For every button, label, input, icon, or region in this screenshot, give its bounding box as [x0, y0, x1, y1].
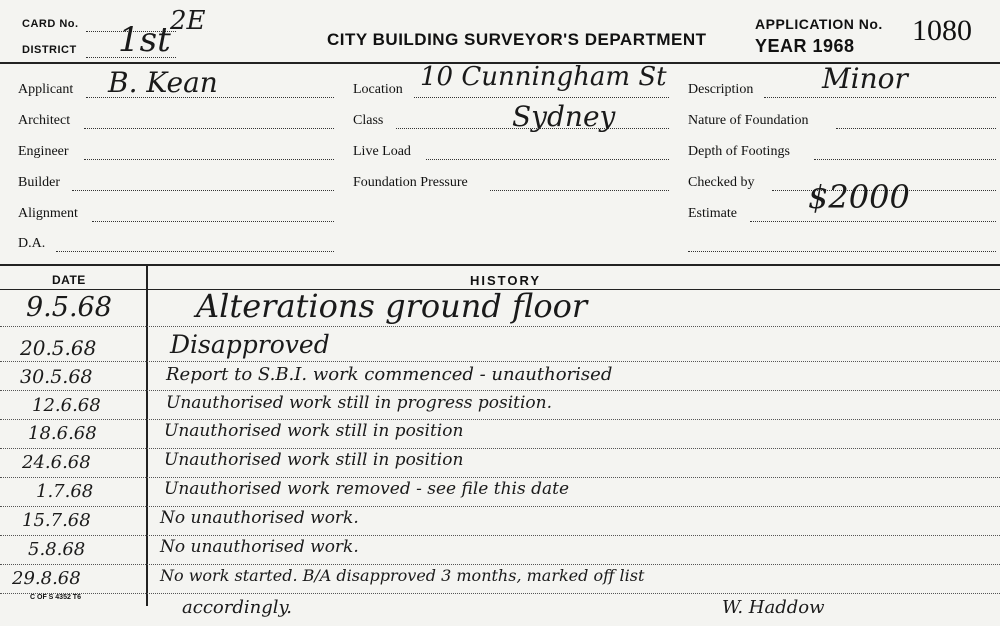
location-line — [414, 97, 669, 98]
alignment-line — [92, 221, 334, 222]
row-line — [0, 326, 1000, 327]
applicant-label: Applicant — [18, 82, 74, 97]
history-entry: Unauthorised work still in progress position. — [166, 393, 552, 413]
application-label: APPLICATION No. — [755, 16, 883, 32]
history-entry: Unauthorised work removed - see file this date — [164, 479, 570, 499]
class-line — [396, 128, 669, 129]
estimate-line — [750, 221, 996, 222]
engineer-label: Engineer — [18, 144, 69, 159]
architect-label: Architect — [18, 113, 71, 128]
history-top-rule — [0, 264, 1000, 266]
row-line — [0, 448, 1000, 449]
depth-of-footings-label: Depth of Footings — [688, 144, 790, 159]
estimate-label: Estimate — [688, 206, 737, 221]
class-label: Class — [353, 113, 384, 128]
history-date: 1.7.68 — [36, 481, 94, 502]
history-date: 29.8.68 — [12, 568, 81, 589]
history-entry: No unauthorised work. — [160, 508, 359, 528]
history-entry: Report to S.B.I. work commenced - unauthorised — [166, 364, 613, 385]
history-entry: No work started. B/A disapproved 3 months, marked off list — [160, 566, 645, 585]
foundation-pressure-label: Foundation Pressure — [353, 175, 468, 190]
date-header: DATE — [52, 273, 86, 287]
row-line — [0, 593, 1000, 594]
estimate-value: $2000 — [808, 178, 910, 216]
nature-of-foundation-label: Nature of Foundation — [688, 113, 809, 128]
alignment-label: Alignment — [18, 206, 78, 221]
location-value-1: 10 Cunningham St — [420, 62, 667, 92]
year-label: YEAR 1968 — [755, 36, 855, 56]
history-header: HISTORY — [470, 273, 542, 288]
description-line — [764, 97, 996, 98]
card-no-value: 2E — [170, 6, 206, 36]
history-date: 9.5.68 — [26, 292, 112, 323]
engineer-line — [84, 159, 334, 160]
foundation-pressure-line — [490, 190, 669, 191]
history-entry: Disapproved — [170, 330, 330, 359]
live-load-line — [426, 159, 669, 160]
blank-line — [688, 251, 996, 252]
history-entry: Alterations ground floor — [196, 287, 588, 325]
description-value: Minor — [822, 62, 908, 95]
history-entry: No unauthorised work. — [160, 537, 359, 557]
location-value-2: Sydney — [512, 100, 616, 133]
district-label: DISTRICT — [22, 44, 77, 56]
row-line — [0, 390, 1000, 391]
checked-by-label: Checked by — [688, 175, 755, 190]
history-date: 20.5.68 — [20, 336, 97, 360]
row-line — [0, 477, 1000, 478]
form-code: C OF S 4352 T6 — [30, 594, 81, 601]
depth-of-footings-line — [814, 159, 996, 160]
live-load-label: Live Load — [353, 144, 411, 159]
row-line — [0, 361, 1000, 362]
history-entry: Unauthorised work still in position — [164, 421, 464, 441]
application-number: 1080 — [912, 14, 972, 47]
builder-line — [72, 190, 334, 191]
history-date: 30.5.68 — [20, 366, 93, 388]
history-date: 24.6.68 — [22, 452, 91, 473]
date-column-divider — [146, 266, 148, 606]
history-date: 18.6.68 — [28, 423, 97, 444]
card-no-label: CARD No. — [22, 18, 79, 30]
history-entry: Unauthorised work still in position — [164, 450, 464, 470]
da-line — [56, 251, 334, 252]
row-line — [0, 419, 1000, 420]
history-continuation: accordingly. — [182, 597, 292, 618]
location-label: Location — [353, 82, 403, 97]
district-value: 1st — [118, 20, 171, 60]
row-line — [0, 535, 1000, 536]
nature-of-foundation-line — [836, 128, 996, 129]
architect-line — [84, 128, 334, 129]
history-date: 5.8.68 — [28, 539, 86, 560]
history-date: 12.6.68 — [32, 395, 101, 416]
department-title: CITY BUILDING SURVEYOR'S DEPARTMENT — [327, 30, 707, 49]
signature: W. Haddow — [722, 597, 825, 618]
da-label: D.A. — [18, 236, 46, 251]
row-line — [0, 506, 1000, 507]
applicant-value: B. Kean — [108, 66, 218, 99]
row-line — [0, 564, 1000, 565]
history-date: 15.7.68 — [22, 510, 91, 531]
description-label: Description — [688, 82, 754, 97]
builder-label: Builder — [18, 175, 60, 190]
